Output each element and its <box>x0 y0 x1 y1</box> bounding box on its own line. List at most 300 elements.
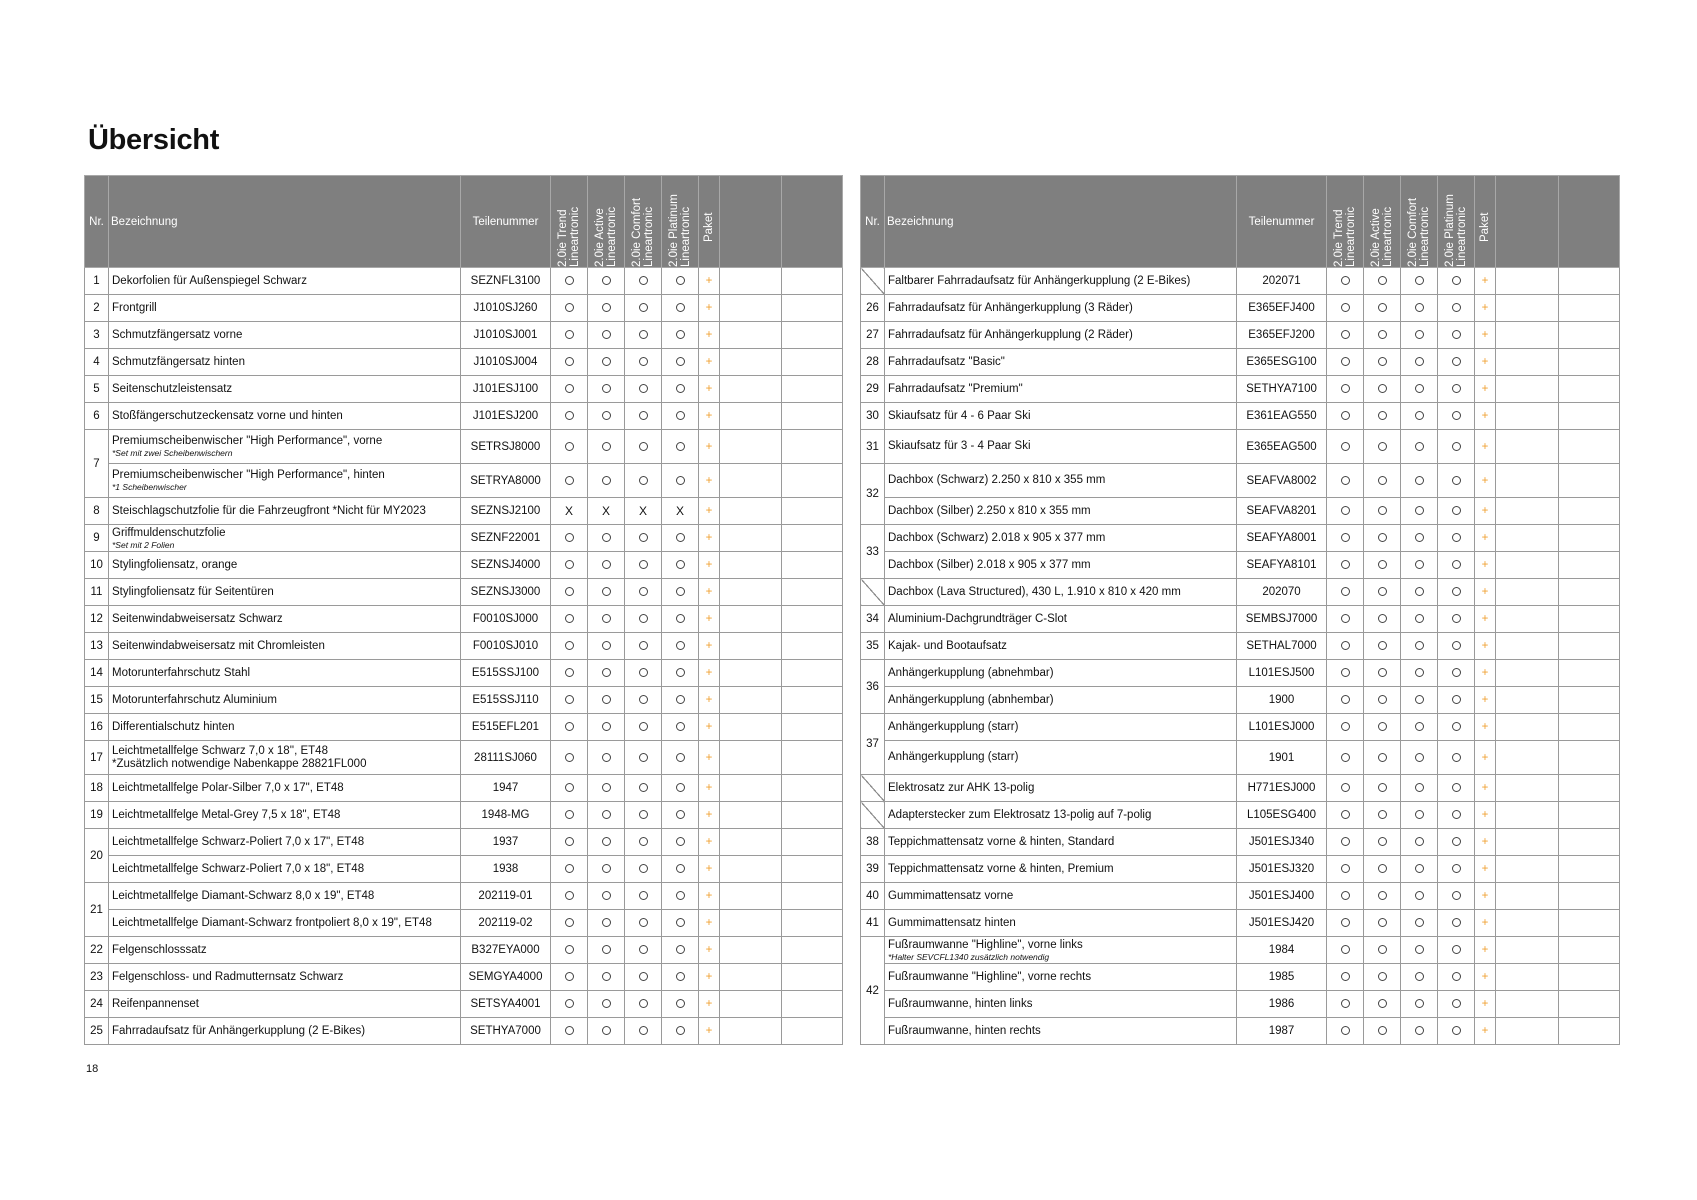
available-circle-icon <box>639 891 648 900</box>
available-circle-icon <box>639 1026 648 1035</box>
paket-plus-icon: + <box>705 782 713 794</box>
paket-plus-icon: + <box>1481 890 1489 902</box>
table-row <box>85 687 843 714</box>
paket-cell <box>1475 883 1496 910</box>
available-circle-icon <box>1378 357 1387 366</box>
part-number: SETSYA4001 <box>461 991 551 1018</box>
empty-cell <box>720 579 782 606</box>
available-circle-icon <box>639 476 648 485</box>
availability-cell <box>588 579 625 606</box>
available-circle-icon <box>565 945 574 954</box>
availability-cell <box>588 376 625 403</box>
item-name: Felgenschloss- und Radmutternsatz Schwarz <box>112 970 344 983</box>
availability-cell <box>588 1018 625 1045</box>
part-number: 1948-MG <box>461 802 551 829</box>
availability-cell <box>625 295 662 322</box>
available-circle-icon <box>565 533 574 542</box>
available-circle-icon <box>1378 442 1387 451</box>
availability-cell <box>625 322 662 349</box>
table-header-row <box>861 176 1620 268</box>
paket-plus-icon: + <box>1481 917 1489 929</box>
availability-cell <box>588 741 625 775</box>
availability-cell <box>1438 883 1475 910</box>
empty-cell <box>1496 464 1559 498</box>
empty-cell <box>1496 376 1559 403</box>
available-circle-icon <box>1378 945 1387 954</box>
availability-cell <box>588 856 625 883</box>
table-row <box>85 829 843 856</box>
availability-cell <box>1327 464 1364 498</box>
available-circle-icon <box>602 533 611 542</box>
item-description <box>885 606 1237 633</box>
available-circle-icon <box>1415 722 1424 731</box>
empty-cell <box>1496 579 1559 606</box>
item-name: Anhängerkupplung (abnehmbar) <box>888 666 1054 679</box>
availability-cell <box>588 268 625 295</box>
paket-plus-icon: + <box>705 863 713 875</box>
part-number: H771ESJ000 <box>1237 775 1327 802</box>
available-circle-icon <box>1415 945 1424 954</box>
paket-cell <box>699 775 720 802</box>
row-number: 21 <box>85 883 109 937</box>
availability-cell <box>1401 376 1438 403</box>
item-note: *Set mit 2 Folien <box>112 539 175 550</box>
part-number: 202119-02 <box>461 910 551 937</box>
table-row <box>861 964 1620 991</box>
available-circle-icon <box>639 357 648 366</box>
table-row <box>85 937 843 964</box>
paket-cell <box>1475 268 1496 295</box>
item-description <box>885 714 1237 741</box>
available-circle-icon <box>565 384 574 393</box>
paket-cell <box>1475 741 1496 775</box>
availability-cell <box>625 1018 662 1045</box>
column-header-trend: 2.0ie Trend Lineartronic <box>1327 176 1364 268</box>
available-circle-icon <box>602 972 611 981</box>
available-circle-icon <box>1452 999 1461 1008</box>
available-circle-icon <box>676 972 685 981</box>
available-circle-icon <box>1415 918 1424 927</box>
available-circle-icon <box>602 442 611 451</box>
availability-cell <box>588 464 625 498</box>
not-available-mark: X <box>601 504 610 518</box>
available-circle-icon <box>1378 753 1387 762</box>
empty-cell <box>782 525 843 552</box>
item-description <box>885 430 1237 464</box>
availability-cell <box>1327 403 1364 430</box>
table-row <box>85 606 843 633</box>
availability-cell <box>551 910 588 937</box>
available-circle-icon <box>565 357 574 366</box>
availability-cell <box>1401 964 1438 991</box>
item-name-extra: *Zusätzlich notwendige Nabenkappe 28821FL000 <box>112 757 367 770</box>
table-row <box>85 464 843 498</box>
column-header-paket: Paket <box>1475 176 1496 268</box>
row-number: 28 <box>861 349 885 376</box>
paket-cell <box>699 579 720 606</box>
part-number: J501ESJ400 <box>1237 883 1327 910</box>
availability-cell <box>551 937 588 964</box>
available-circle-icon <box>639 972 648 981</box>
empty-cell <box>720 775 782 802</box>
row-number-empty <box>861 268 885 295</box>
available-circle-icon <box>1341 837 1350 846</box>
item-name: Leichtmetallfelge Diamant-Schwarz frontpoliert 8,0 x 19", ET48 <box>112 916 432 929</box>
availability-cell <box>1438 322 1475 349</box>
available-circle-icon <box>565 753 574 762</box>
column-header-empty-2 <box>782 176 843 268</box>
row-number: 42 <box>861 937 885 1045</box>
empty-cell <box>1559 376 1620 403</box>
empty-cell <box>782 1018 843 1045</box>
availability-cell <box>662 910 699 937</box>
availability-cell <box>1327 498 1364 525</box>
paket-cell <box>1475 910 1496 937</box>
availability-cell <box>1327 964 1364 991</box>
availability-cell <box>1438 498 1475 525</box>
available-circle-icon <box>1378 587 1387 596</box>
empty-cell <box>782 775 843 802</box>
availability-cell <box>1438 464 1475 498</box>
row-number: 29 <box>861 376 885 403</box>
row-number: 38 <box>861 829 885 856</box>
item-description <box>885 741 1237 775</box>
availability-cell <box>551 430 588 464</box>
empty-cell <box>1496 606 1559 633</box>
paket-cell <box>1475 1018 1496 1045</box>
part-number: E365EFJ400 <box>1237 295 1327 322</box>
availability-cell <box>551 802 588 829</box>
available-circle-icon <box>1415 614 1424 623</box>
table-row <box>85 295 843 322</box>
empty-cell <box>782 937 843 964</box>
empty-cell <box>720 964 782 991</box>
not-available-mark: X <box>638 504 647 518</box>
available-circle-icon <box>565 668 574 677</box>
part-number: L101ESJ500 <box>1237 660 1327 687</box>
paket-cell <box>699 349 720 376</box>
available-circle-icon <box>1378 837 1387 846</box>
empty-cell <box>1559 349 1620 376</box>
empty-cell <box>1559 268 1620 295</box>
empty-cell <box>720 268 782 295</box>
available-circle-icon <box>676 810 685 819</box>
table-row <box>861 268 1620 295</box>
available-circle-icon <box>1378 533 1387 542</box>
item-description <box>109 322 461 349</box>
row-number: 12 <box>85 606 109 633</box>
table-row <box>861 552 1620 579</box>
available-circle-icon <box>1452 783 1461 792</box>
empty-cell <box>1496 403 1559 430</box>
empty-cell <box>720 525 782 552</box>
available-circle-icon <box>676 783 685 792</box>
table-row <box>85 714 843 741</box>
empty-cell <box>1496 910 1559 937</box>
paket-plus-icon: + <box>1481 694 1489 706</box>
item-name: Adapterstecker zum Elektrosatz 13-polig auf 7-polig <box>888 808 1152 821</box>
available-circle-icon <box>565 972 574 981</box>
item-description <box>885 660 1237 687</box>
availability-cell <box>551 606 588 633</box>
item-description <box>109 883 461 910</box>
row-number: 5 <box>85 376 109 403</box>
available-circle-icon <box>639 783 648 792</box>
row-number: 16 <box>85 714 109 741</box>
item-description <box>885 964 1237 991</box>
available-circle-icon <box>565 560 574 569</box>
paket-cell <box>1475 687 1496 714</box>
table-row <box>85 910 843 937</box>
paket-cell <box>699 606 720 633</box>
empty-cell <box>1559 910 1620 937</box>
part-number: 1937 <box>461 829 551 856</box>
table-row <box>861 802 1620 829</box>
row-number: 18 <box>85 775 109 802</box>
item-description <box>109 660 461 687</box>
paket-cell <box>1475 498 1496 525</box>
paket-cell <box>699 268 720 295</box>
paket-cell <box>699 403 720 430</box>
availability-cell <box>588 910 625 937</box>
empty-cell <box>720 498 782 525</box>
paket-cell <box>1475 525 1496 552</box>
table-row <box>85 883 843 910</box>
item-name: Fußraumwanne, hinten rechts <box>888 1024 1041 1037</box>
item-name: Schmutzfängersatz vorne <box>112 328 243 341</box>
availability-cell <box>625 714 662 741</box>
paket-plus-icon: + <box>1481 944 1489 956</box>
availability-cell <box>1438 295 1475 322</box>
available-circle-icon <box>1415 560 1424 569</box>
part-number: 202119-01 <box>461 883 551 910</box>
availability-cell <box>1401 829 1438 856</box>
row-number: 11 <box>85 579 109 606</box>
part-number: J1010SJ260 <box>461 295 551 322</box>
item-name: Schmutzfängersatz hinten <box>112 355 245 368</box>
row-number: 32 <box>861 464 885 525</box>
item-description <box>885 525 1237 552</box>
part-number: 1984 <box>1237 937 1327 964</box>
item-name: Aluminium-Dachgrundträger C-Slot <box>888 612 1067 625</box>
column-header-trend: 2.0ie Trend Lineartronic <box>551 176 588 268</box>
empty-cell <box>1559 937 1620 964</box>
available-circle-icon <box>676 303 685 312</box>
empty-cell <box>782 349 843 376</box>
availability-cell <box>551 268 588 295</box>
paket-cell <box>1475 714 1496 741</box>
available-circle-icon <box>1452 837 1461 846</box>
paket-plus-icon: + <box>705 474 713 487</box>
availability-cell <box>1364 856 1401 883</box>
table-row <box>85 775 843 802</box>
empty-cell <box>782 552 843 579</box>
paket-plus-icon: + <box>705 505 713 517</box>
availability-cell <box>662 687 699 714</box>
column-header-paket: Paket <box>699 176 720 268</box>
availability-cell <box>625 633 662 660</box>
available-circle-icon <box>1378 783 1387 792</box>
available-circle-icon <box>639 722 648 731</box>
available-circle-icon <box>676 614 685 623</box>
availability-cell <box>1401 687 1438 714</box>
available-circle-icon <box>639 945 648 954</box>
available-circle-icon <box>1415 330 1424 339</box>
available-circle-icon <box>1452 560 1461 569</box>
availability-cell <box>1438 964 1475 991</box>
availability-cell <box>1401 525 1438 552</box>
empty-cell <box>782 606 843 633</box>
available-circle-icon <box>1341 411 1350 420</box>
availability-cell <box>551 687 588 714</box>
available-circle-icon <box>602 303 611 312</box>
availability-cell <box>1364 552 1401 579</box>
availability-cell <box>1438 606 1475 633</box>
paket-plus-icon: + <box>1481 667 1489 679</box>
paket-cell <box>699 802 720 829</box>
page-number: 18 <box>86 1063 99 1075</box>
available-circle-icon <box>1378 810 1387 819</box>
empty-cell <box>782 856 843 883</box>
available-circle-icon <box>565 587 574 596</box>
availability-cell <box>1438 775 1475 802</box>
available-circle-icon <box>676 330 685 339</box>
availability-cell <box>662 937 699 964</box>
table-row <box>861 606 1620 633</box>
paket-plus-icon: + <box>1481 329 1489 341</box>
table-row <box>861 714 1620 741</box>
paket-plus-icon: + <box>1481 782 1489 794</box>
available-circle-icon <box>676 276 685 285</box>
available-circle-icon <box>639 999 648 1008</box>
availability-cell <box>551 633 588 660</box>
available-circle-icon <box>602 276 611 285</box>
empty-cell <box>782 430 843 464</box>
available-circle-icon <box>565 837 574 846</box>
item-name: Gummimattensatz hinten <box>888 916 1016 929</box>
available-circle-icon <box>1452 330 1461 339</box>
empty-cell <box>1559 964 1620 991</box>
available-circle-icon <box>565 722 574 731</box>
row-number-empty <box>861 775 885 802</box>
table-row <box>861 498 1620 525</box>
available-circle-icon <box>1452 357 1461 366</box>
paket-plus-icon: + <box>1481 836 1489 848</box>
availability-cell <box>662 498 699 525</box>
available-circle-icon <box>1452 972 1461 981</box>
paket-cell <box>1475 349 1496 376</box>
item-description <box>109 687 461 714</box>
empty-cell <box>1559 606 1620 633</box>
availability-cell <box>1327 660 1364 687</box>
item-description <box>885 1018 1237 1045</box>
availability-cell <box>1401 910 1438 937</box>
paket-cell <box>1475 464 1496 498</box>
item-name: Motorunterfahrschutz Aluminium <box>112 693 277 706</box>
empty-cell <box>1559 802 1620 829</box>
availability-cell <box>1364 802 1401 829</box>
part-number: SETHYA7100 <box>1237 376 1327 403</box>
paket-cell <box>699 376 720 403</box>
empty-cell <box>782 802 843 829</box>
available-circle-icon <box>1452 614 1461 623</box>
available-circle-icon <box>1378 864 1387 873</box>
availability-cell <box>588 660 625 687</box>
paket-plus-icon: + <box>705 971 713 983</box>
paket-cell <box>699 829 720 856</box>
availability-cell <box>1327 856 1364 883</box>
paket-plus-icon: + <box>705 809 713 821</box>
availability-cell <box>1438 376 1475 403</box>
part-number: J501ESJ340 <box>1237 829 1327 856</box>
part-number: 28111SJ060 <box>461 741 551 775</box>
empty-cell <box>782 498 843 525</box>
available-circle-icon <box>1341 303 1350 312</box>
part-number: SEZNSJ2100 <box>461 498 551 525</box>
available-circle-icon <box>565 810 574 819</box>
availability-cell <box>1327 991 1364 1018</box>
availability-cell <box>1401 802 1438 829</box>
part-number: E515EFL201 <box>461 714 551 741</box>
item-name: Fußraumwanne "Highline", vorne rechts <box>888 970 1092 983</box>
paket-plus-icon: + <box>705 721 713 733</box>
availability-cell <box>625 991 662 1018</box>
part-number: SEMBSJ7000 <box>1237 606 1327 633</box>
item-name: Motorunterfahrschutz Stahl <box>112 666 251 679</box>
availability-cell <box>551 464 588 498</box>
available-circle-icon <box>639 303 648 312</box>
availability-cell <box>551 856 588 883</box>
table-row <box>861 579 1620 606</box>
available-circle-icon <box>639 442 648 451</box>
item-description <box>109 1018 461 1045</box>
available-circle-icon <box>602 641 611 650</box>
available-circle-icon <box>1452 411 1461 420</box>
availability-cell <box>625 883 662 910</box>
available-circle-icon <box>1341 999 1350 1008</box>
availability-cell <box>1401 403 1438 430</box>
item-description <box>109 430 461 464</box>
availability-cell <box>625 525 662 552</box>
availability-cell <box>625 937 662 964</box>
row-number: 30 <box>861 403 885 430</box>
table-row <box>861 349 1620 376</box>
available-circle-icon <box>1415 384 1424 393</box>
item-description <box>109 525 461 552</box>
available-circle-icon <box>1378 1026 1387 1035</box>
paket-plus-icon: + <box>1481 440 1489 453</box>
column-header-active: 2.0ie Active Lineartronic <box>1364 176 1401 268</box>
available-circle-icon <box>565 276 574 285</box>
row-number: 34 <box>861 606 885 633</box>
available-circle-icon <box>676 357 685 366</box>
availability-cell <box>1401 464 1438 498</box>
row-number: 22 <box>85 937 109 964</box>
available-circle-icon <box>565 641 574 650</box>
item-description <box>885 910 1237 937</box>
available-circle-icon <box>1452 753 1461 762</box>
available-circle-icon <box>639 753 648 762</box>
item-name: Reifenpannenset <box>112 997 199 1010</box>
availability-cell <box>1438 633 1475 660</box>
availability-cell <box>551 295 588 322</box>
availability-cell <box>1401 633 1438 660</box>
empty-cell <box>1559 856 1620 883</box>
paket-plus-icon: + <box>705 998 713 1010</box>
part-number: SEZNSJ4000 <box>461 552 551 579</box>
part-number: 1985 <box>1237 964 1327 991</box>
availability-cell <box>1438 741 1475 775</box>
